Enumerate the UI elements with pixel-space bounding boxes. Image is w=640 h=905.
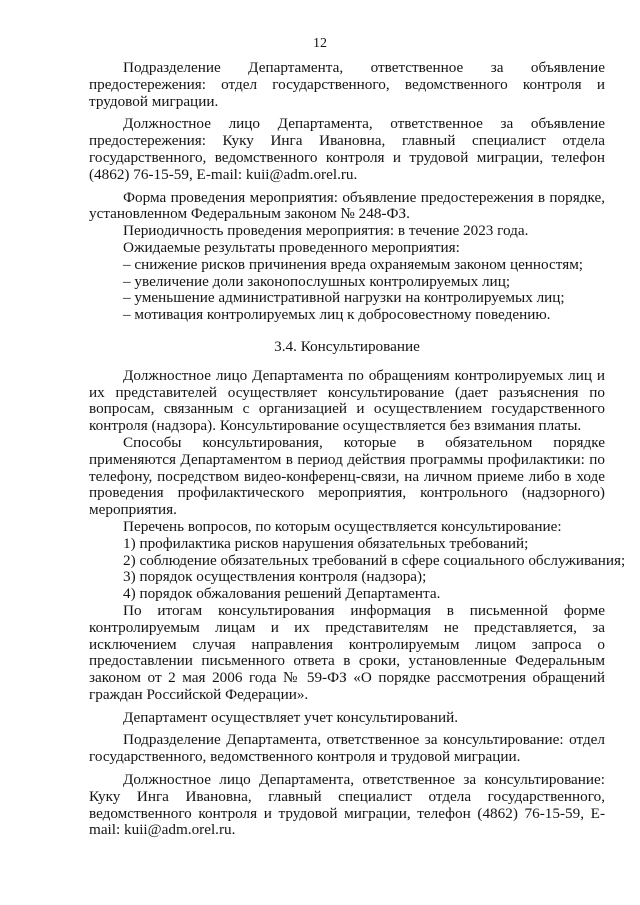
warning-result-item: – увеличение доли законопослушных контролируемых лиц;: [123, 272, 511, 290]
consulting-written-answer-paragraph: По итогам консультирования информация в письменной форме контролируемым лицам и их представителям не представляется, за исключением случая направления контролируемым лицом запроса о предоставлении письменного ответа в сроки, установленные Федеральным законом от 2 мая 2006 года № 59-ФЗ «О порядке рассмотрения обращений граждан Российской Федерации».: [89, 601, 605, 703]
page-body: [89, 59, 626, 839]
warning-official-paragraph: Должностное лицо Департамента, ответственное за объявление предостережения: Куку Инга Ивановна, главный специалист отдела государственного, ведомственного контроля и трудовой миграции, телефон (4862) 76-15-59, E-mail: kuii@adm.orel.ru.: [89, 115, 605, 183]
warning-results-intro: Ожидаемые результаты проведенного мероприятия:: [123, 238, 460, 256]
warning-result-item: – мотивация контролируемых лиц к добросовестному поведению.: [123, 306, 551, 324]
warning-result-item: – снижение рисков причинения вреда охраняемым законом ценностям;: [123, 255, 584, 273]
consulting-topic-item: 2) соблюдение обязательных требований в сфере социального обслуживания;: [123, 551, 626, 569]
warning-department-paragraph: Подразделение Департамента, ответственное за объявление предостережения: отдел государственного, ведомственного контроля и трудовой миграции.: [89, 59, 605, 110]
warning-result-item: – уменьшение административной нагрузки на контролируемых лиц;: [123, 289, 565, 307]
consulting-intro-paragraph: Должностное лицо Департамента по обращениям контролируемых лиц и их представителей осуществляет консультирование (дает разъяснения по вопросам, связанным с организацией и осуществлением государственного контроля (надзора). Консультирование осуществляется без взимания платы.: [89, 366, 605, 435]
consulting-topic-item: 1) профилактика рисков нарушения обязательных требований;: [123, 534, 529, 552]
consulting-topics-list: [89, 534, 626, 603]
consulting-accounting-paragraph: Департамент осуществляет учет консультирований.: [123, 708, 459, 726]
consulting-methods-paragraph: Способы консультирования, которые в обязательном порядке применяются Департаментом в период действия программы профилактики: по телефону, посредством видео-конференц-связи, на личном приеме либо в ходе проведения профилактического мероприятия, контрольного (надзорного) мероприятия.: [89, 433, 605, 519]
consulting-topics-intro: Перечень вопросов, по которым осуществляется консультирование:: [123, 517, 562, 535]
consulting-section-heading: 3.4. Консультирование: [274, 337, 420, 355]
page-number: 12: [313, 36, 327, 51]
warning-form-paragraph: Форма проведения мероприятия: объявление предостережения в порядке, установленном Федеральным законом № 248-ФЗ.: [89, 188, 605, 223]
warning-results-list: [89, 257, 605, 324]
warning-frequency-paragraph: Периодичность проведения мероприятия: в течение 2023 года.: [123, 222, 529, 240]
consulting-department-paragraph: Подразделение Департамента, ответственное за консультирование: отдел государственного, ведомственного контроля и трудовой миграции.: [89, 731, 605, 766]
consulting-topic-item: 3) порядок осуществления контроля (надзора);: [123, 568, 427, 586]
consulting-official-paragraph: Должностное лицо Департамента, ответственное за консультирование: Куку Инга Ивановна, главный специалист отдела государственного, ведомственного контроля и трудовой миграции, телефон (4862) 76-15-59, E-mail: kuii@adm.orel.ru.: [89, 771, 605, 839]
consulting-topic-item: 4) порядок обжалования решений Департамента.: [123, 585, 441, 603]
